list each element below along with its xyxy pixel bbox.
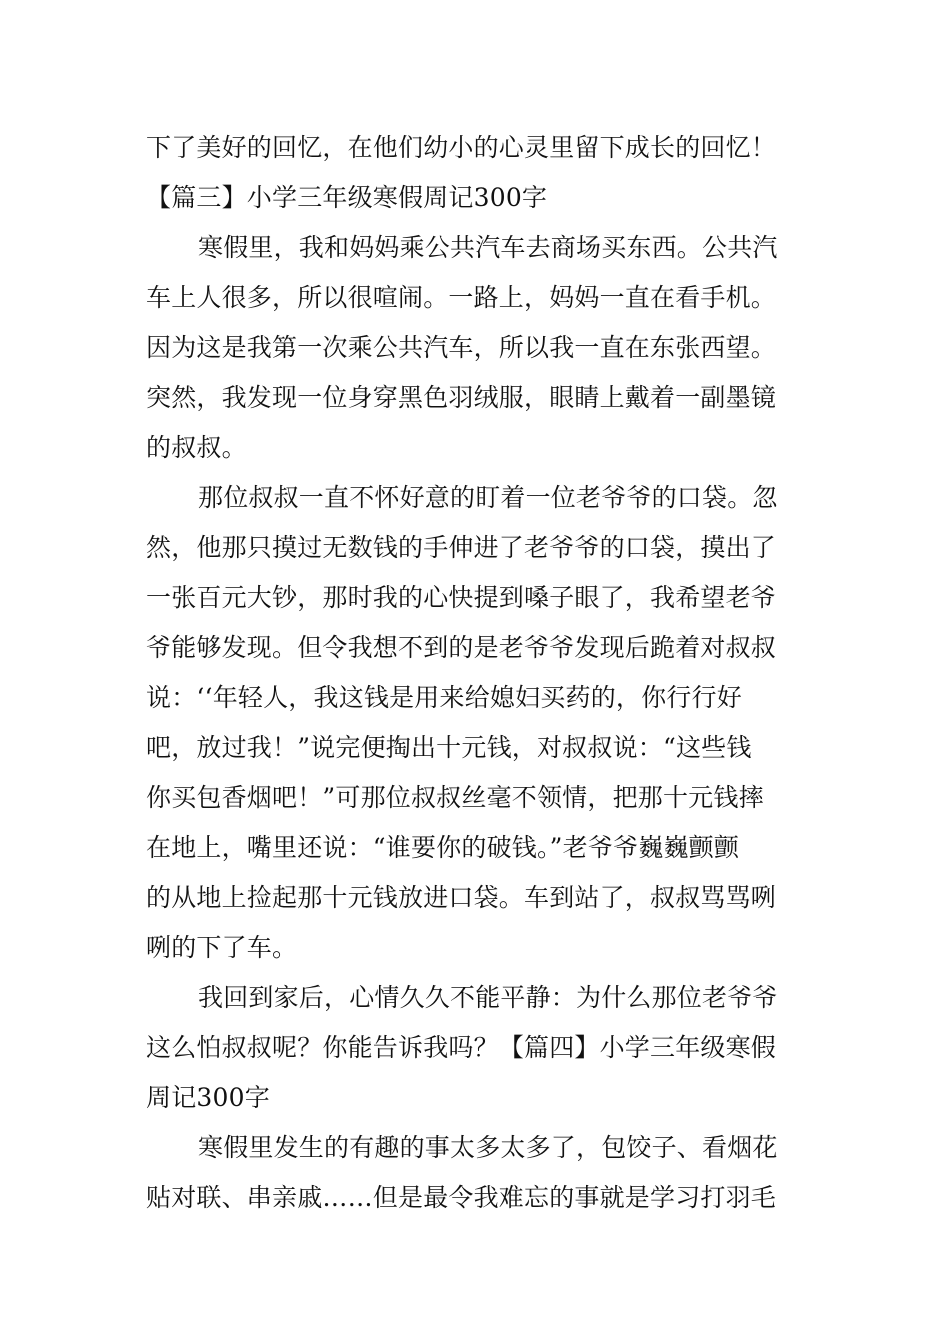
text-line: 咧的下了车。 — [146, 933, 298, 962]
text-line: 你买包香烟吧！”可那位叔叔丝毫不领情，把那十元钱摔 — [146, 783, 764, 812]
text-line: 的叔叔。 — [146, 433, 247, 462]
document-body — [146, 123, 806, 1223]
text-line: 一张百元大钞，那时我的心快提到嗓子眼了，我希望老爷 — [146, 583, 777, 612]
text-line: 在地上，嘴里还说：“谁要你的破钱。”老爷爷巍巍颤颤 — [146, 833, 740, 862]
text-line: 然，他那只摸过无数钱的手伸进了老爷爷的口袋，摸出了 — [146, 533, 777, 562]
text-line: 这么怕叔叔呢？你能告诉我吗？【篇四】小学三年级寒假 — [146, 1033, 777, 1062]
text-line: 我回到家后，心情久久不能平静：为什么那位老爷爷 — [198, 983, 778, 1012]
section-heading: 【篇三】小学三年级寒假周记300字 — [146, 183, 548, 212]
text-line: 下了美好的回忆，在他们幼小的心灵里留下成长的回忆！ — [146, 133, 777, 162]
text-line: 寒假里发生的有趣的事太多太多了，包饺子、看烟花 — [198, 1133, 778, 1162]
text-line: 爷能够发现。但令我想不到的是老爷爷发现后跪着对叔叔 — [146, 633, 777, 662]
text-line: 突然，我发现一位身穿黑色羽绒服，眼睛上戴着一副墨镜 — [146, 383, 777, 412]
text-line: 寒假里，我和妈妈乘公共汽车去商场买东西。公共汽 — [198, 233, 778, 262]
text-line: 吧，放过我！”说完便掏出十元钱，对叔叔说：“这些钱 — [146, 733, 752, 762]
text-line: 周记300字 — [146, 1083, 270, 1112]
text-line: 因为这是我第一次乘公共汽车，所以我一直在东张西望。 — [146, 333, 777, 362]
text-line: 那位叔叔一直不怀好意的盯着一位老爷爷的口袋。忽 — [198, 483, 778, 512]
text-line: 车上人很多，所以很喧闹。一路上，妈妈一直在看手机。 — [146, 283, 777, 312]
text-line: 贴对联、串亲戚……但是最令我难忘的事就是学习打羽毛 — [146, 1183, 777, 1212]
text-line: 的从地上捡起那十元钱放进口袋。车到站了，叔叔骂骂咧 — [146, 883, 777, 912]
text-line: 说：‘‘年轻人，我这钱是用来给媳妇买药的，你行行好 — [146, 683, 742, 712]
